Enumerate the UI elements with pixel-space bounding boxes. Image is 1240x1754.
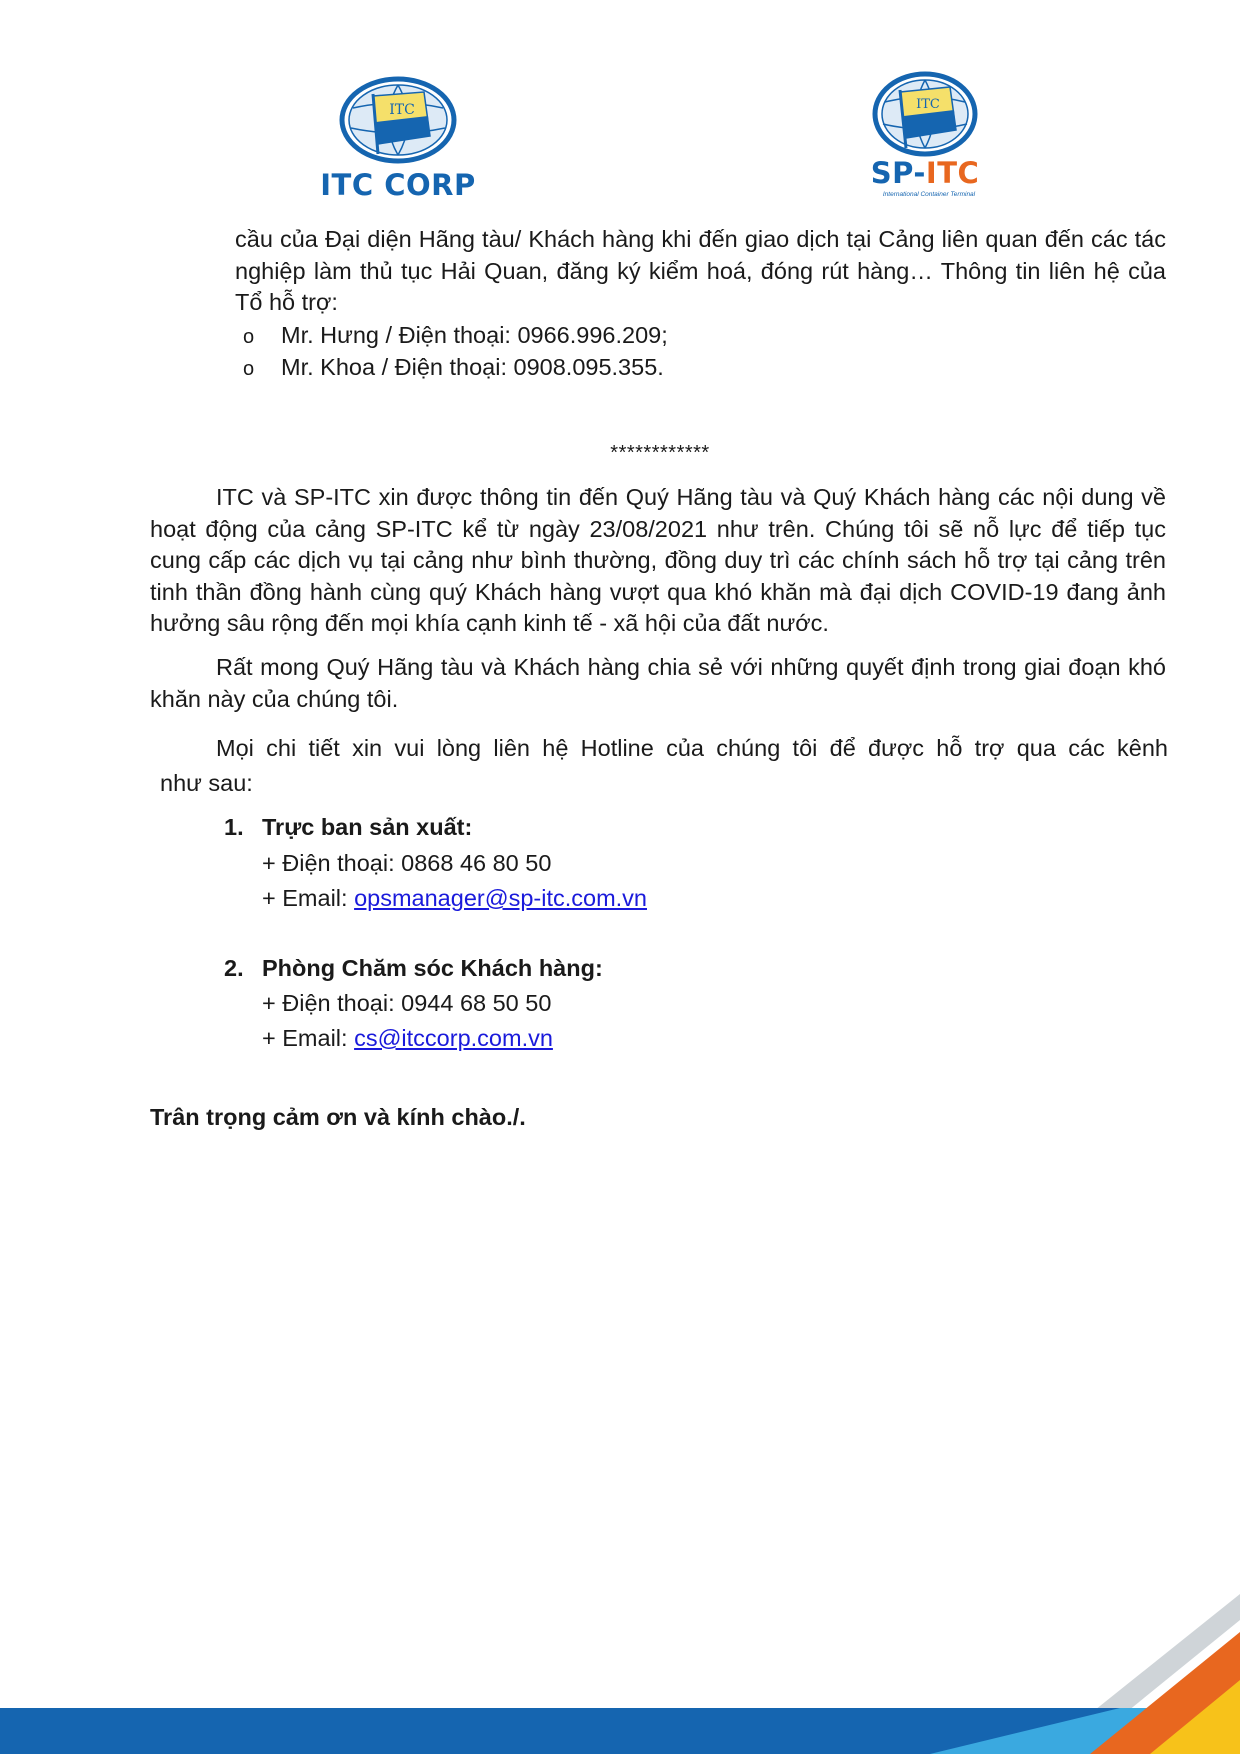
sp-itc-subtitle: International Container Terminal bbox=[882, 191, 976, 198]
sp-itc-globe-icon bbox=[850, 70, 1000, 158]
contact-phone bbox=[262, 988, 551, 1020]
phone-value: 0868 46 80 50 bbox=[401, 850, 552, 876]
support-contact-text: Mr. Hưng / Điện thoại: 0966.996.209; bbox=[281, 322, 668, 348]
contact-email bbox=[262, 883, 647, 915]
contact-intro-line: Mọi chi tiết xin vui lòng liên hệ Hotline của chúng tôi để được hỗ trợ qua các kênh bbox=[216, 735, 1168, 761]
hope-paragraph: Rất mong Quý Hãng tàu và Khách hàng chia sẻ với những quyết định trong giai đoạn khó khăn này của chúng tôi. bbox=[150, 654, 1166, 712]
section-separator: ************ bbox=[610, 442, 710, 464]
contact-title bbox=[224, 812, 472, 844]
closing-line: Trân trọng cảm ơn và kính chào./. bbox=[150, 1104, 526, 1130]
contact-phone bbox=[262, 848, 551, 880]
sp-itc-wordmark-dash: - bbox=[913, 156, 926, 190]
sp-itc-wordmark bbox=[850, 156, 1000, 190]
contact-title-text: Phòng Chăm sóc Khách hàng: bbox=[262, 955, 603, 981]
phone-label: + Điện thoại: bbox=[262, 990, 402, 1016]
support-contact-text: Mr. Khoa / Điện thoại: 0908.095.355. bbox=[281, 354, 664, 380]
bullet-marker: o bbox=[243, 358, 255, 380]
sp-itc-logo bbox=[850, 70, 1000, 200]
contact-intro-line-2: như sau: bbox=[160, 770, 253, 796]
phone-label: + Điện thoại: bbox=[262, 850, 402, 876]
footer-decoration bbox=[0, 1580, 1240, 1754]
email-label: + Email: bbox=[262, 885, 355, 911]
sp-itc-wordmark-sp: SP bbox=[870, 156, 914, 190]
contact-title bbox=[224, 953, 603, 985]
itc-corp-wordmark: ITC CORP bbox=[320, 168, 476, 202]
itc-corp-logo bbox=[318, 74, 478, 202]
contact-number: 2. bbox=[224, 955, 244, 981]
bullet-marker: o bbox=[243, 326, 255, 348]
phone-value: 0944 68 50 50 bbox=[401, 990, 552, 1016]
support-contact-item bbox=[243, 320, 668, 354]
sp-itc-wordmark-itc: ITC bbox=[925, 156, 980, 190]
support-contact-item bbox=[243, 352, 664, 386]
sp-itc-flag-text: ITC bbox=[916, 97, 940, 112]
contact-number: 1. bbox=[224, 814, 244, 840]
email-link[interactable]: opsmanager@sp-itc.com.vn bbox=[354, 885, 647, 911]
email-link[interactable]: cs@itccorp.com.vn bbox=[354, 1025, 553, 1051]
intro-paragraph: cầu của Đại diện Hãng tàu/ Khách hàng khi đến giao dịch tại Cảng liên quan đến các tác nghiệp làm thủ tục Hải Quan, đăng ký kiểm hoá, đóng rút hàng… Thông tin liên hệ của Tổ hỗ trợ: bbox=[235, 226, 1166, 315]
itc-flag-text: ITC bbox=[389, 102, 415, 118]
contact-title-text: Trực ban sản xuất: bbox=[262, 814, 473, 840]
email-label: + Email: bbox=[262, 1025, 355, 1051]
main-paragraph: ITC và SP-ITC xin được thông tin đến Quý Hãng tàu và Quý Khách hàng các nội dung về hoạt động của cảng SP-ITC kể từ ngày 23/08/2021 như trên. Chúng tôi sẽ nỗ lực để tiếp tục cung cấp các dịch vụ tại cảng như bình thường, đồng duy trì các chính sách hỗ trợ tại cảng trên tinh thần đồng hành cùng quý Khách hàng vượt qua khó khăn mà đại dịch COVID-19 đang ảnh hưởng sâu rộng đến mọi khía cạnh kinh tế - xã hội của đất nước. bbox=[150, 484, 1166, 636]
itc-globe-icon bbox=[318, 74, 478, 166]
contact-email bbox=[262, 1023, 553, 1055]
